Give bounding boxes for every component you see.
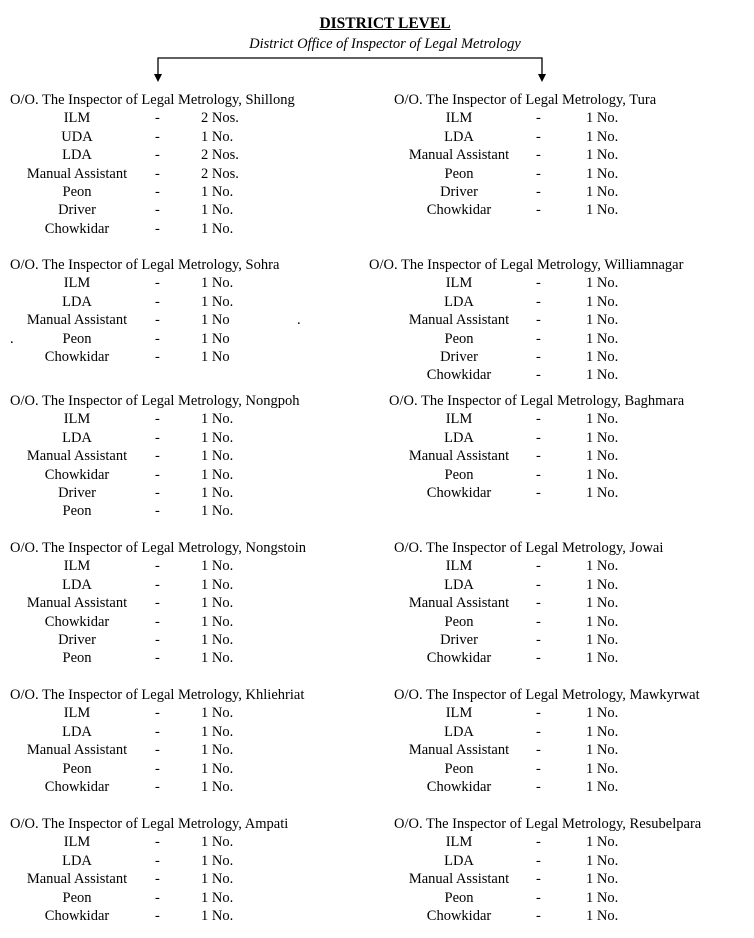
- separator-dash: -: [536, 330, 541, 347]
- separator-dash: -: [536, 742, 541, 759]
- staff-quantity: 1 No.: [201, 448, 234, 465]
- separator-dash: -: [155, 871, 160, 888]
- staff-role: Chowkidar: [426, 202, 492, 219]
- staff-role: LDA: [444, 723, 474, 740]
- connector-line: [158, 58, 542, 78]
- office-name: O/O. The Inspector of Legal Metrology, Ampati: [10, 816, 289, 832]
- staff-quantity: 1 No.: [586, 852, 619, 869]
- separator-dash: -: [155, 293, 160, 310]
- staff-quantity: 1 No.: [586, 466, 619, 483]
- separator-dash: -: [536, 595, 541, 612]
- stray-mark: .: [10, 331, 14, 347]
- staff-role: Peon: [62, 330, 92, 347]
- staff-quantity: 1 No.: [586, 147, 619, 164]
- staff-quantity: 1 No.: [201, 889, 234, 906]
- staff-quantity: 2 Nos.: [201, 165, 239, 182]
- staff-quantity: 1 No.: [201, 128, 234, 145]
- staff-quantity: 1 No.: [201, 723, 234, 740]
- staff-quantity: 1 No.: [586, 448, 619, 465]
- staff-role: LDA: [444, 576, 474, 593]
- office-name: O/O. The Inspector of Legal Metrology, Jowai: [394, 540, 664, 556]
- separator-dash: -: [536, 312, 541, 329]
- office-name: O/O. The Inspector of Legal Metrology, Nongpoh: [10, 393, 300, 409]
- staff-role: Peon: [62, 760, 92, 777]
- staff-role: Driver: [58, 202, 96, 219]
- staff-role: LDA: [444, 128, 474, 145]
- staff-role: LDA: [62, 852, 92, 869]
- staff-role: ILM: [445, 558, 473, 575]
- staff-quantity: 1 No.: [586, 889, 619, 906]
- separator-dash: -: [536, 576, 541, 593]
- staff-quantity: 1 No.: [586, 650, 619, 667]
- separator-dash: -: [155, 889, 160, 906]
- staff-quantity: 1 No.: [586, 723, 619, 740]
- staff-quantity: 1 No: [201, 312, 230, 329]
- staff-role: Driver: [440, 349, 478, 365]
- staff-quantity: 1 No.: [201, 595, 234, 612]
- staff-role: ILM: [63, 558, 91, 575]
- staff-role: Chowkidar: [426, 908, 492, 924]
- staff-role: Manual Assistant: [408, 871, 510, 888]
- separator-dash: -: [155, 852, 160, 869]
- staff-role: Driver: [440, 184, 478, 200]
- staff-quantity: 1 No.: [586, 429, 619, 446]
- office-name: O/O. The Inspector of Legal Metrology, Sohra: [10, 257, 280, 273]
- office-name: O/O. The Inspector of Legal Metrology, Resubelpara: [394, 816, 702, 832]
- staff-quantity: 1 No.: [586, 411, 619, 428]
- separator-dash: -: [536, 110, 541, 127]
- staff-role: Chowkidar: [44, 613, 110, 630]
- staff-role: Manual Assistant: [408, 448, 510, 465]
- separator-dash: -: [536, 202, 541, 219]
- staff-role: Driver: [58, 485, 96, 501]
- staff-role: LDA: [62, 429, 92, 446]
- connector-arrows: [0, 0, 754, 90]
- staff-role: ILM: [445, 411, 473, 428]
- separator-dash: -: [536, 184, 541, 200]
- staff-quantity: 1 No.: [201, 834, 234, 851]
- staff-quantity: 1 No.: [586, 871, 619, 888]
- staff-role: Peon: [62, 889, 92, 906]
- staff-role: Manual Assistant: [408, 147, 510, 164]
- separator-dash: -: [536, 834, 541, 851]
- staff-quantity: 1 No.: [201, 576, 234, 593]
- staff-role: LDA: [444, 429, 474, 446]
- separator-dash: -: [536, 485, 541, 501]
- staff-role: Peon: [62, 184, 92, 200]
- staff-role: Chowkidar: [44, 349, 110, 365]
- staff-quantity: 1 No.: [201, 760, 234, 777]
- separator-dash: -: [536, 165, 541, 182]
- staff-role: Peon: [444, 330, 474, 347]
- staff-quantity: 1 No.: [201, 779, 234, 795]
- staff-quantity: 1 No.: [586, 632, 619, 648]
- staff-role: Manual Assistant: [26, 312, 128, 329]
- separator-dash: -: [536, 650, 541, 667]
- staff-quantity: 1 No.: [201, 184, 234, 200]
- staff-quantity: 1 No.: [586, 110, 619, 127]
- staff-role: Driver: [58, 632, 96, 648]
- separator-dash: -: [536, 275, 541, 292]
- staff-quantity: 1 No.: [586, 349, 619, 365]
- separator-dash: -: [155, 613, 160, 630]
- separator-dash: -: [536, 632, 541, 648]
- staff-quantity: 1 No.: [586, 742, 619, 759]
- separator-dash: -: [155, 448, 160, 465]
- separator-dash: -: [155, 349, 160, 365]
- staff-role: ILM: [63, 275, 91, 292]
- staff-quantity: 2 Nos.: [201, 110, 239, 127]
- staff-quantity: 1 No.: [586, 613, 619, 630]
- staff-quantity: 1 No.: [201, 202, 234, 219]
- staff-quantity: 1 No.: [586, 595, 619, 612]
- separator-dash: -: [536, 705, 541, 722]
- staff-role: Chowkidar: [426, 485, 492, 501]
- staff-role: ILM: [63, 705, 91, 722]
- staff-role: Chowkidar: [44, 779, 110, 795]
- office-name: O/O. The Inspector of Legal Metrology, Khliehriat: [10, 687, 305, 703]
- staff-role: Chowkidar: [44, 466, 110, 483]
- separator-dash: -: [155, 110, 160, 127]
- staff-quantity: 1 No.: [201, 852, 234, 869]
- separator-dash: -: [536, 889, 541, 906]
- staff-role: LDA: [62, 147, 92, 164]
- staff-role: Manual Assistant: [408, 312, 510, 329]
- separator-dash: -: [155, 220, 160, 237]
- staff-role: Peon: [444, 760, 474, 777]
- staff-role: Peon: [444, 613, 474, 630]
- staff-role: LDA: [444, 293, 474, 310]
- separator-dash: -: [536, 908, 541, 924]
- staff-role: UDA: [61, 128, 93, 145]
- staff-quantity: 1 No.: [586, 312, 619, 329]
- staff-quantity: 1 No.: [201, 742, 234, 759]
- separator-dash: -: [155, 558, 160, 575]
- separator-dash: -: [536, 128, 541, 145]
- staff-quantity: 1 No.: [201, 632, 234, 648]
- staff-role: ILM: [63, 834, 91, 851]
- separator-dash: -: [536, 871, 541, 888]
- staff-quantity: 1 No.: [586, 576, 619, 593]
- staff-quantity: 1 No.: [201, 613, 234, 630]
- staff-role: Chowkidar: [426, 367, 492, 384]
- separator-dash: -: [536, 779, 541, 795]
- separator-dash: -: [536, 760, 541, 777]
- page-subtitle: District Office of Inspector of Legal Metrology: [249, 36, 521, 52]
- staff-role: Peon: [444, 165, 474, 182]
- office-name: O/O. The Inspector of Legal Metrology, Shillong: [10, 92, 295, 108]
- staff-role: Peon: [62, 503, 92, 520]
- staff-role: ILM: [445, 110, 473, 127]
- staff-quantity: 1 No.: [586, 293, 619, 310]
- separator-dash: -: [536, 723, 541, 740]
- separator-dash: -: [155, 503, 160, 520]
- staff-quantity: 1 No: [201, 330, 230, 347]
- separator-dash: -: [155, 202, 160, 219]
- separator-dash: -: [155, 275, 160, 292]
- separator-dash: -: [155, 485, 160, 501]
- staff-quantity: 1 No.: [201, 558, 234, 575]
- staff-quantity: 1 No: [201, 349, 230, 365]
- staff-role: Chowkidar: [426, 650, 492, 667]
- separator-dash: -: [155, 128, 160, 145]
- staff-quantity: 1 No.: [201, 220, 234, 237]
- staff-quantity: 2 Nos.: [201, 147, 239, 164]
- office-name: O/O. The Inspector of Legal Metrology, Williamnagar: [369, 257, 684, 273]
- staff-quantity: 1 No.: [586, 760, 619, 777]
- staff-role: LDA: [62, 293, 92, 310]
- separator-dash: -: [536, 429, 541, 446]
- staff-role: ILM: [63, 110, 91, 127]
- separator-dash: -: [155, 429, 160, 446]
- separator-dash: -: [155, 650, 160, 667]
- staff-role: LDA: [62, 576, 92, 593]
- stray-mark: .: [297, 312, 301, 328]
- staff-quantity: 1 No.: [586, 184, 619, 200]
- staff-quantity: 1 No.: [586, 908, 619, 924]
- staff-quantity: 1 No.: [201, 429, 234, 446]
- staff-quantity: 1 No.: [586, 330, 619, 347]
- staff-quantity: 1 No.: [201, 503, 234, 520]
- separator-dash: -: [536, 147, 541, 164]
- separator-dash: -: [155, 576, 160, 593]
- staff-role: Chowkidar: [44, 220, 110, 237]
- staff-quantity: 1 No.: [586, 275, 619, 292]
- separator-dash: -: [155, 834, 160, 851]
- staff-quantity: 1 No.: [586, 485, 619, 501]
- office-name: O/O. The Inspector of Legal Metrology, Nongstoin: [10, 540, 306, 556]
- staff-role: Peon: [444, 466, 474, 483]
- separator-dash: -: [155, 147, 160, 164]
- separator-dash: -: [155, 312, 160, 329]
- staff-role: Manual Assistant: [26, 165, 128, 182]
- staff-role: ILM: [445, 834, 473, 851]
- separator-dash: -: [155, 466, 160, 483]
- separator-dash: -: [155, 411, 160, 428]
- staff-quantity: 1 No.: [201, 293, 234, 310]
- staff-quantity: 1 No.: [201, 908, 234, 924]
- staff-quantity: 1 No.: [201, 650, 234, 667]
- staff-role: Peon: [62, 650, 92, 667]
- separator-dash: -: [536, 293, 541, 310]
- staff-quantity: 1 No.: [586, 558, 619, 575]
- staff-quantity: 1 No.: [586, 779, 619, 795]
- page-title: DISTRICT LEVEL: [319, 15, 451, 32]
- staff-role: Manual Assistant: [26, 595, 128, 612]
- separator-dash: -: [155, 779, 160, 795]
- staff-role: Peon: [444, 889, 474, 906]
- staff-quantity: 1 No.: [586, 834, 619, 851]
- separator-dash: -: [155, 165, 160, 182]
- staff-quantity: 1 No.: [586, 705, 619, 722]
- staff-role: Manual Assistant: [408, 742, 510, 759]
- separator-dash: -: [155, 723, 160, 740]
- separator-dash: -: [155, 908, 160, 924]
- separator-dash: -: [536, 448, 541, 465]
- separator-dash: -: [536, 852, 541, 869]
- staff-role: Driver: [440, 632, 478, 648]
- staff-quantity: 1 No.: [201, 275, 234, 292]
- separator-dash: -: [155, 595, 160, 612]
- staff-role: Manual Assistant: [26, 871, 128, 888]
- staff-role: Manual Assistant: [26, 742, 128, 759]
- staff-role: Manual Assistant: [26, 448, 128, 465]
- staff-role: Chowkidar: [44, 908, 110, 924]
- staff-role: ILM: [445, 705, 473, 722]
- separator-dash: -: [536, 367, 541, 384]
- separator-dash: -: [155, 330, 160, 347]
- staff-quantity: 1 No.: [201, 485, 234, 501]
- arrow-down-right-icon: [538, 74, 546, 82]
- office-name: O/O. The Inspector of Legal Metrology, Tura: [394, 92, 657, 108]
- staff-role: LDA: [62, 723, 92, 740]
- office-name: O/O. The Inspector of Legal Metrology, Mawkyrwat: [394, 687, 700, 703]
- staff-role: LDA: [444, 852, 474, 869]
- arrow-down-left-icon: [154, 74, 162, 82]
- staff-role: Manual Assistant: [408, 595, 510, 612]
- separator-dash: -: [155, 742, 160, 759]
- staff-quantity: 1 No.: [586, 128, 619, 145]
- staff-role: ILM: [445, 275, 473, 292]
- staff-role: Chowkidar: [426, 779, 492, 795]
- separator-dash: -: [536, 349, 541, 365]
- staff-quantity: 1 No.: [201, 466, 234, 483]
- staff-quantity: 1 No.: [201, 411, 234, 428]
- separator-dash: -: [536, 411, 541, 428]
- staff-quantity: 1 No.: [586, 165, 619, 182]
- separator-dash: -: [536, 558, 541, 575]
- separator-dash: -: [536, 613, 541, 630]
- separator-dash: -: [155, 632, 160, 648]
- office-name: O/O. The Inspector of Legal Metrology, Baghmara: [389, 393, 685, 409]
- separator-dash: -: [155, 705, 160, 722]
- staff-quantity: 1 No.: [201, 871, 234, 888]
- staff-role: ILM: [63, 411, 91, 428]
- separator-dash: -: [155, 184, 160, 200]
- separator-dash: -: [536, 466, 541, 483]
- staff-quantity: 1 No.: [586, 367, 619, 384]
- staff-quantity: 1 No.: [201, 705, 234, 722]
- staff-quantity: 1 No.: [586, 202, 619, 219]
- separator-dash: -: [155, 760, 160, 777]
